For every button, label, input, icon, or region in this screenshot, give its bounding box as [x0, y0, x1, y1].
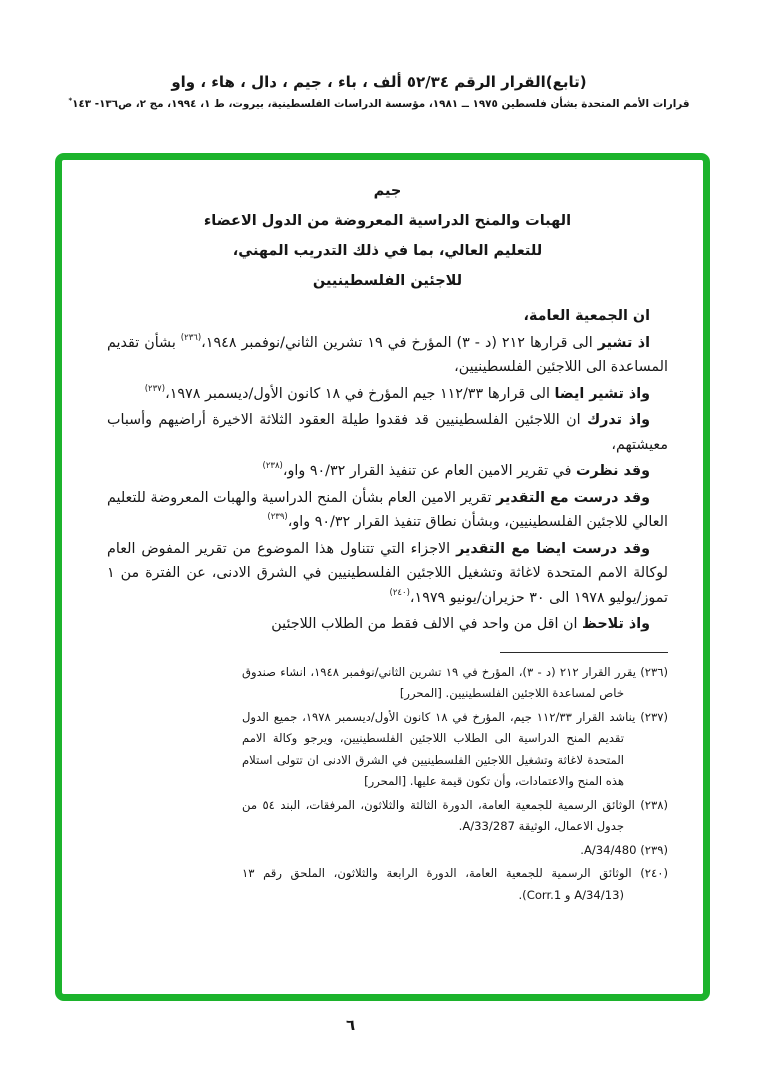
title-line: للتعليم العالي، بما في ذلك التدريب المهني، — [232, 243, 543, 259]
text-segment: بشأن تقديم المساعدة الى اللاجئين الفلسطينيين، — [107, 334, 668, 375]
footnote-ref: (٢٤٠) — [389, 587, 410, 598]
source-citation-text: قرارات الأمم المتحدة بشأن فلسطين ١٩٧٥ ــ ١٩٨١، مؤسسة الدراسات الفلسطينية، بيروت، ط ١، ١٩٩٤، مج ٢، ص١٣٦- ١٤٣ — [72, 98, 690, 110]
footnote-number: (٢٣٧) — [640, 709, 668, 724]
footnote-text: الوثائق الرسمية للجمعية العامة، الدورة الثالثة والثلاثون، المرفقات، البند ٥٤ من جدول الاعمال، الوثيقة A/33/287. — [242, 797, 641, 833]
text-segment: واذ تشير ايضا — [554, 385, 650, 402]
footnote-number: (٢٣٨) — [640, 797, 668, 812]
footnote-text: A/34/480. — [580, 842, 641, 857]
paragraph — [107, 459, 668, 484]
paragraph — [107, 612, 668, 637]
text-segment: وقد درست مع التقدير — [496, 489, 650, 506]
body-paragraphs — [107, 304, 668, 637]
text-segment: وقد درست ايضا مع التقدير — [456, 540, 650, 557]
citation-mark: * — [68, 96, 73, 105]
footnote — [242, 840, 668, 862]
paragraph — [107, 331, 668, 380]
footnote-ref: (٢٣٧) — [144, 383, 166, 394]
footnote-number: (٢٣٦) — [640, 664, 668, 679]
title-line: للاجئين الفلسطينيين — [312, 273, 463, 289]
paragraph — [107, 486, 668, 535]
paragraph — [107, 382, 668, 407]
text-segment: الاجزاء التي تتناول هذا الموضوع من تقرير المفوض العام لوكالة الامم المتحدة لاغاثة وتشغيل اللاجئين الفلسطينيين في الشرق الادنى، عن الفترة من ١ تموز/يوليو ١٩٧٨ الى ٣٠ حزيران/يونيو ١٩٧٩، — [107, 540, 668, 606]
text-segment: تقرير الامين العام بشأن المنح الدراسية والهبات المعروضة للتعليم العالي للاجئين الفلسطينيين، وبشأن نطاق تنفيذ القرار ٩٠/٣٢ واو، — [107, 489, 668, 530]
footnote-text: الوثائق الرسمية للجمعية العامة، الدورة الرابعة والثلاثون، الملحق رقم ١٣ (A/34/13 و Corr.1). — [242, 866, 641, 902]
doc-header — [0, 73, 758, 110]
resolution-header-title: (تابع)القرار الرقم ٥٢/٣٤ ألف ، باء ، جيم ، دال ، هاء ، واو — [171, 73, 587, 91]
footnote — [242, 707, 668, 793]
text-segment: ان الجمعية العامة، — [523, 308, 650, 324]
source-citation-line — [0, 98, 758, 110]
text-segment: ان اللاجئين الفلسطينيين قد فقدوا طيلة العقود الثلاثة الاخيرة أراضيهم وأسباب معيشتهم، — [107, 412, 668, 453]
text-segment: واذ تلاحظ — [582, 616, 650, 632]
text-segment: اذ تشير — [597, 334, 650, 351]
footnote-ref: (٢٣٩) — [267, 512, 288, 523]
footnote-ref: (٢٣٦) — [180, 332, 202, 343]
footnote — [242, 662, 668, 705]
footnote-number: (٢٣٩) — [640, 842, 668, 857]
footnotes — [242, 662, 668, 907]
text-segment: الى قرارها ٢١٢ (د - ٣) المؤرخ في ١٩ تشرين الثاني/نوفمبر ١٩٤٨، — [201, 334, 598, 351]
footnote — [242, 863, 668, 906]
text-segment: في تقرير الامين العام عن تنفيذ القرار ٩٠/٣٢ واو، — [282, 463, 576, 479]
paragraph — [107, 304, 668, 329]
footnote-separator — [500, 652, 668, 653]
text-segment: ان اقل من واحد في الالف فقط من الطلاب اللاجئين — [271, 616, 583, 632]
footnote-ref: (٢٣٨) — [262, 461, 283, 472]
footnote-text: يقرر القرار ٢١٢ (د - ٣)، المؤرخ في ١٩ تشرين الثاني/نوفمبر ١٩٤٨، انشاء صندوق خاص لمساعدة اللاجئين الفلسطينيين. [المحرر] — [242, 664, 641, 700]
title-line: الهبات والمنح الدراسية المعروضة من الدول الاعضاء — [203, 213, 572, 229]
page-number: ٦ — [346, 1016, 356, 1034]
footnote — [242, 795, 668, 838]
content-frame — [55, 153, 710, 1001]
paragraph — [107, 537, 668, 611]
section-letter: جيم — [373, 183, 402, 199]
paragraph — [107, 408, 668, 457]
text-segment: الى قرارها ١١٢/٣٣ جيم المؤرخ في ١٨ كانون الأول/ديسمبر ١٩٧٨، — [165, 385, 555, 402]
text-segment: واذ تدرك — [587, 412, 651, 428]
frame-inner — [62, 160, 703, 994]
footnote-text: يناشد القرار ١١٢/٣٣ جيم، المؤرخ في ١٨ كانون الأول/ديسمبر ١٩٧٨، جميع الدول تقديم المنح الدراسية الى الطلاب اللاجئين الفلسطينيين، ويرجو وكالة الامم المتحدة لاغاثة وتشغيل اللاجئين الفلسطينيين في الشرق الادنى ان تتولى استلام هذه المنح والاعتمادات، وأن تكون قيمة عليها. [المحرر] — [242, 709, 641, 788]
footnote-number: (٢٤٠) — [640, 866, 668, 880]
title-block — [107, 176, 668, 296]
text-segment: وقد نظرت — [575, 463, 650, 479]
